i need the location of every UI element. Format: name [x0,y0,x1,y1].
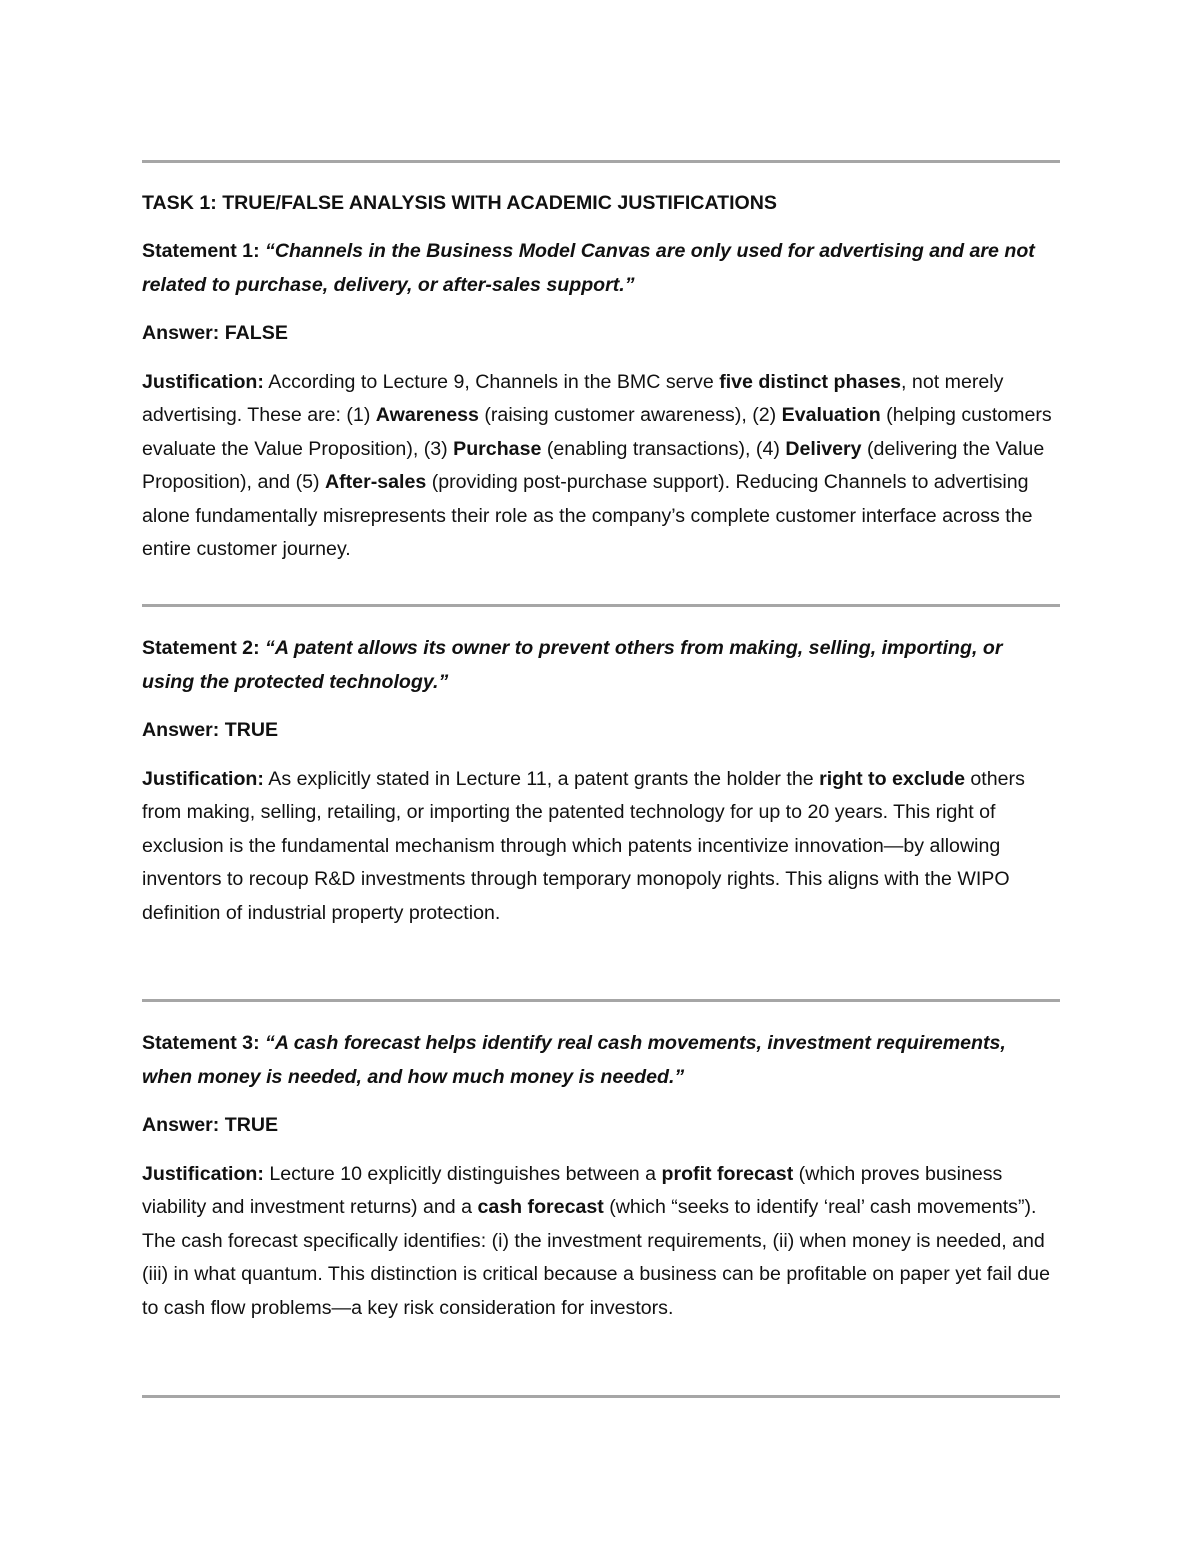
justification-bold-term: profit forecast [661,1162,794,1185]
justification-text: (raising customer awareness), (2) [478,404,782,426]
justification-text: (delivering the Value Proposition), and (5) [142,437,1045,493]
justification-bold-term: Evaluation [781,404,881,426]
answer-text: Answer: TRUE [142,719,279,741]
statement-quote: “A patent allows its owner to prevent others from making, selling, importing, or using the protected technology.” [142,637,1003,693]
justification-body [142,768,1025,924]
justification-text: According to Lecture 9, Channels in the BMC serve [263,370,720,393]
justification-text: (which “seeks to identify ‘real’ cash movements”). The cash forecast specifically identifies: (i) the investment requirements, (ii) when money is needed, and (iii) in what quantum. This distinction is critical because a business can be profitable on paper yet fail due to cash flow problems—a key risk consideration for investors. [142,1196,1050,1319]
justification-body [142,371,1052,561]
justification-1 [142,366,1060,567]
justification-label: Justification: [142,767,264,790]
justification-text: As explicitly stated in Lecture 11, a patent grants the holder the [263,767,820,790]
justification-label: Justification: [142,370,264,393]
answer-3 [142,1109,1060,1143]
section-statement-1 [142,187,1060,567]
answer-2 [142,714,1060,748]
task-title: TASK 1: TRUE/FALSE ANALYSIS WITH ACADEMIC JUSTIFICATIONS [142,192,778,214]
section-statement-3 [142,1027,1060,1325]
justification-bold-term: After-sales [324,471,427,493]
justification-2 [142,763,1060,931]
justification-bold-term: Awareness [375,404,479,426]
justification-bold-term: Purchase [453,437,542,460]
statement-label: Statement 3: [142,1032,260,1054]
statement-label: Statement 1: [142,240,260,262]
answer-1 [142,317,1060,351]
justification-body [142,1163,1050,1319]
statement-quote: “Channels in the Business Model Canvas are only used for advertising and are not related to purchase, delivery, or after-sales support.” [142,240,1035,296]
statement-quote: “A cash forecast helps identify real cash movements, investment requirements, when money is needed, and how much money is needed.” [142,1032,1006,1088]
justification-bold-term: right to exclude [819,767,965,790]
justification-bold-term: five distinct phases [719,370,902,393]
answer-text: Answer: FALSE [142,322,288,344]
justification-text: others from making, selling, retailing, or importing the patented technology for up to 20 years. This right of exclusion is the fundamental mechanism through which patents incentivize innovation—by allowing inventors to recoup R&D investments through temporary monopoly rights. This aligns with the WIPO definition of industrial property protection. [142,767,1025,924]
statement-2 [142,632,1060,699]
justification-text: Lecture 10 explicitly distinguishes between a [263,1162,662,1185]
section-statement-2 [142,632,1060,930]
statement-1 [142,235,1060,302]
justification-text: (helping customers evaluate the Value Proposition), (3) [142,404,1052,460]
horizontal-rule [142,160,1060,163]
answer-text: Answer: TRUE [142,1114,279,1136]
horizontal-rule [142,999,1060,1002]
justification-text: (providing post-purchase support). Reducing Channels to advertising alone fundamentally misrepresents their role as the company’s complete customer interface across the entire customer journey. [142,471,1033,560]
justification-text: (which proves business viability and investment returns) and a [142,1162,1003,1218]
justification-text: , not merely advertising. These are: (1) [142,370,1004,426]
justification-3 [142,1158,1060,1326]
statement-3 [142,1027,1060,1094]
justification-bold-term: cash forecast [477,1196,604,1218]
justification-text: (enabling transactions), (4) [541,437,786,460]
justification-label: Justification: [142,1162,264,1185]
statement-label: Statement 2: [142,637,260,659]
horizontal-rule [142,1395,1060,1398]
justification-bold-term: Delivery [785,437,862,460]
horizontal-rule [142,604,1060,607]
